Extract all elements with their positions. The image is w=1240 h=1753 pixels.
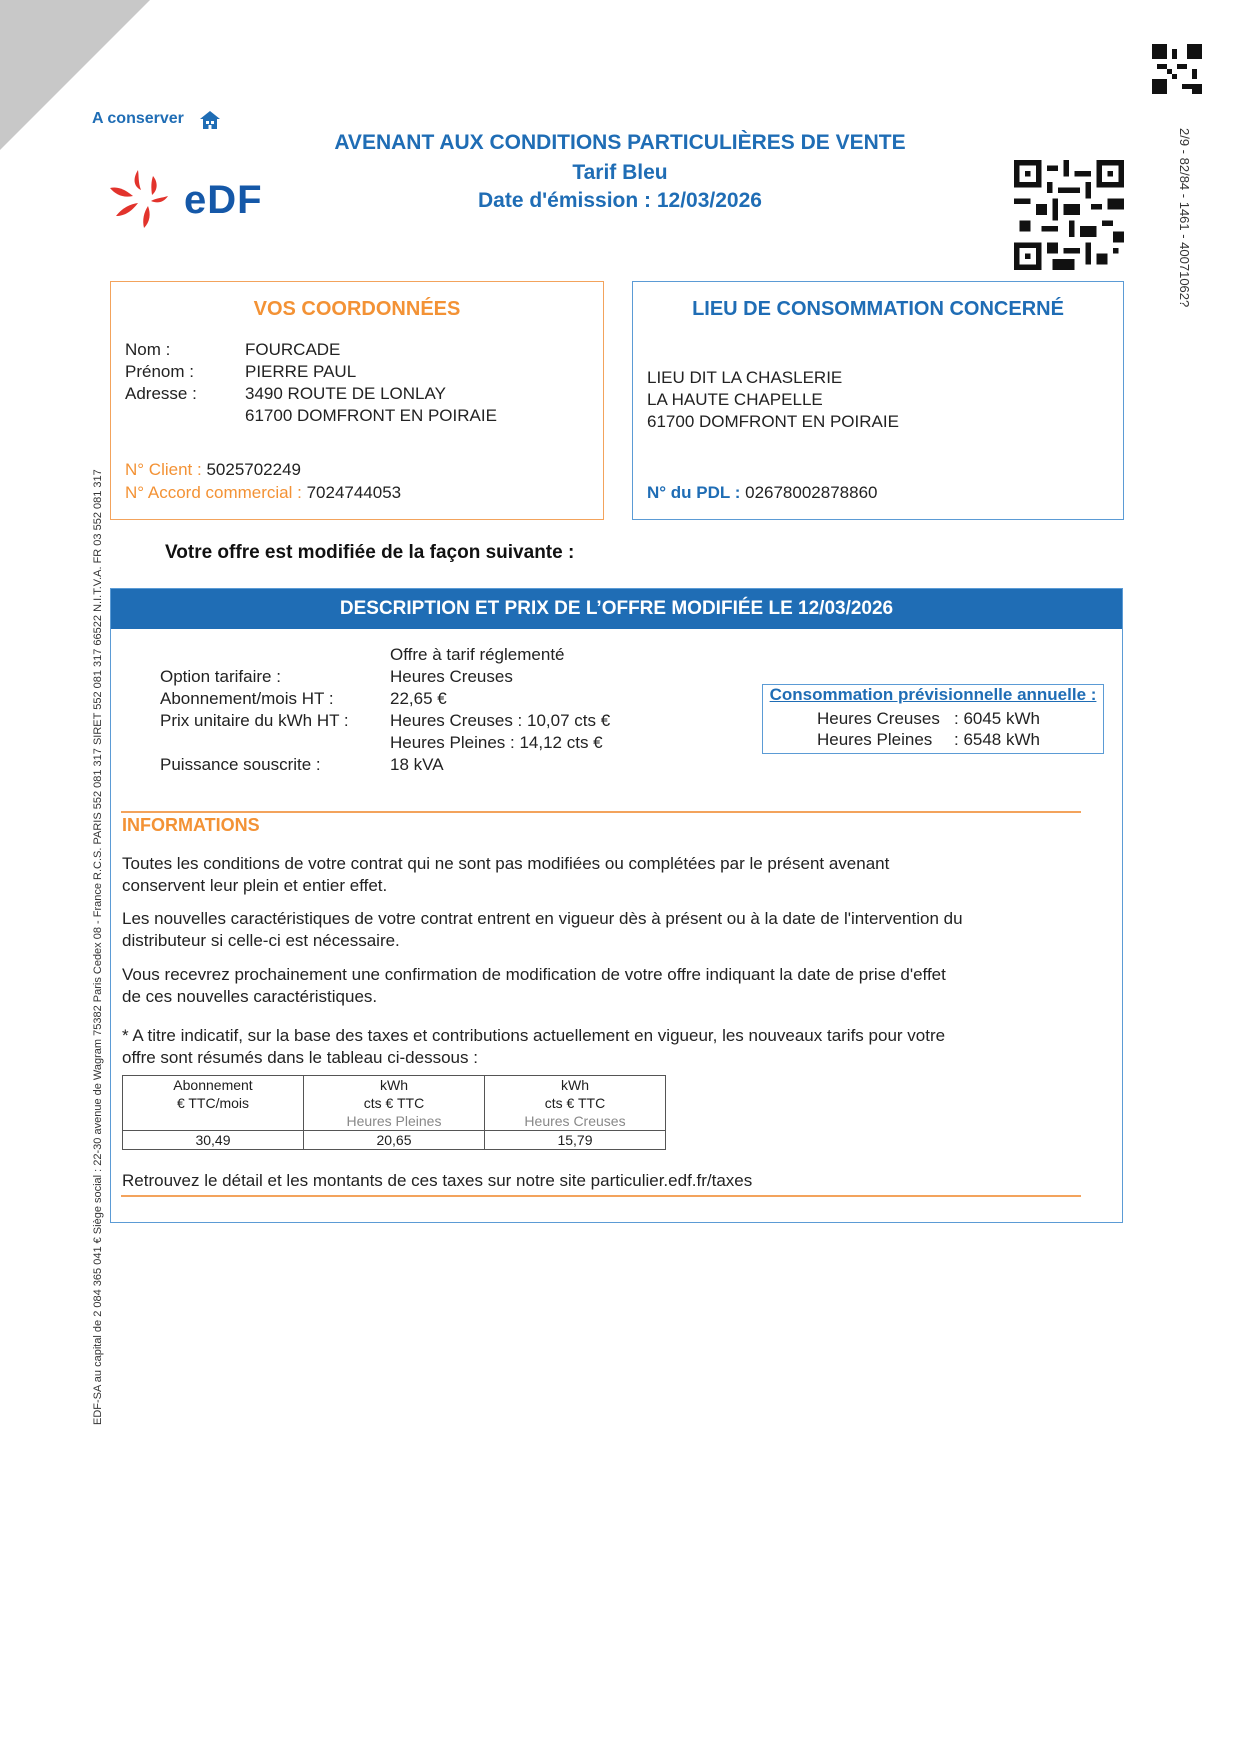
annual-consumption-box xyxy=(762,684,1104,754)
table-header-cell xyxy=(304,1076,485,1131)
prenom-label: Prénom : xyxy=(125,362,194,381)
divider xyxy=(121,1195,1081,1197)
page-title: AVENANT AUX CONDITIONS PARTICULIÈRES DE VENTE xyxy=(334,131,906,154)
brand-name: eDF xyxy=(184,178,263,222)
adresse-label: Adresse : xyxy=(125,384,197,403)
customer-details-box xyxy=(110,281,604,520)
table-cell: 20,65 xyxy=(304,1131,485,1150)
header-text: kWh xyxy=(561,1077,589,1093)
table-cell: 30,49 xyxy=(123,1131,304,1150)
info-line: Toutes les conditions de votre contrat qui ne sont pas modifiées ou complétées par le présent avenant xyxy=(122,854,890,873)
site-line-2: LA HAUTE CHAPELLE xyxy=(647,390,823,409)
adresse-line-2: 61700 DOMFRONT EN POIRAIE xyxy=(245,406,497,425)
consumption-site-heading: LIEU DE CONSOMMATION CONCERNÉ xyxy=(692,298,1064,320)
client-number-label: N° Client : xyxy=(125,460,202,479)
option-value: Heures Creuses xyxy=(390,667,513,686)
table-cell: 15,79 xyxy=(485,1131,666,1150)
qr-code-icon xyxy=(1152,44,1202,94)
prix-hp: Heures Pleines : 14,12 cts € xyxy=(390,733,603,752)
keep-label: A conserver xyxy=(92,110,184,127)
informations-heading: INFORMATIONS xyxy=(122,815,260,835)
customer-details-heading: VOS COORDONNÉES xyxy=(253,298,461,320)
abonnement-label: Abonnement/mois HT : xyxy=(160,689,334,708)
conso-hc-value: : 6045 kWh xyxy=(954,709,1040,728)
adresse-line-1: 3490 ROUTE DE LONLAY xyxy=(245,384,446,403)
info-line: offre sont résumés dans le tableau ci-dessous : xyxy=(122,1048,478,1067)
option-label: Option tarifaire : xyxy=(160,667,281,686)
prix-label: Prix unitaire du kWh HT : xyxy=(160,711,349,730)
header-text: € TTC/mois xyxy=(176,1095,250,1111)
table-header-cell xyxy=(485,1076,666,1131)
info-line: distributeur si celle-ci est nécessaire. xyxy=(122,931,400,950)
header-text: cts € TTC xyxy=(363,1095,425,1111)
puissance-label: Puissance souscrite : xyxy=(160,755,321,774)
conso-hc-label: Heures Creuses xyxy=(817,709,940,728)
divider xyxy=(121,811,1081,813)
table-row xyxy=(123,1131,666,1150)
prenom-value: PIERRE PAUL xyxy=(245,362,357,381)
abonnement-value: 22,65 € xyxy=(390,689,447,708)
header-text: cts € TTC xyxy=(544,1095,606,1111)
page-subtitle: Tarif Bleu xyxy=(572,161,668,184)
intro-text: Votre offre est modifiée de la façon suivante : xyxy=(165,542,575,563)
issue-date: Date d'émission : 12/03/2026 xyxy=(478,189,762,212)
conso-hp-label: Heures Pleines xyxy=(817,730,933,749)
qr-code-icon xyxy=(1014,160,1124,270)
info-paragraph-4 xyxy=(122,1025,1082,1069)
info-line: de ces nouvelles caractéristiques. xyxy=(122,987,378,1006)
table-row xyxy=(123,1076,666,1131)
tariffs-table xyxy=(122,1075,666,1150)
info-paragraph-3 xyxy=(122,964,1082,1008)
accord-number-label: N° Accord commercial : xyxy=(125,483,302,502)
header-text: kWh xyxy=(380,1077,408,1093)
conso-hp-value: : 6548 kWh xyxy=(954,730,1040,749)
accord-number: 7024744053 xyxy=(306,483,402,502)
table-header-cell xyxy=(123,1076,304,1131)
info-paragraph-1 xyxy=(122,853,1082,897)
taxes-footer: Retrouvez le détail et les montants de ces taxes sur notre site particulier.edf.fr/taxes xyxy=(122,1171,753,1190)
nom-label: Nom : xyxy=(125,340,171,359)
client-number: 5025702249 xyxy=(206,460,301,479)
reference-code: 2/9 - 82/84 - 1461 - 40071062? xyxy=(1177,128,1192,308)
header-text: Heures Pleines xyxy=(346,1113,442,1129)
info-line: Les nouvelles caractéristiques de votre contrat entrent en vigueur dès à présent ou à la date de l'intervention du xyxy=(122,909,963,928)
consumption-site-box xyxy=(632,281,1124,520)
prix-hc: Heures Creuses : 10,07 cts € xyxy=(390,711,611,730)
offer-type: Offre à tarif réglementé xyxy=(390,645,565,664)
legal-mention: EDF-SA au capital de 2 084 365 041 € Siège social : 22-30 avenue de Wagram 75382 Paris Cedex 08 - France R.C.S. PARIS 552 081 317 SIRET 552 081 317 66522 N.I.T.V.A. FR 03 552 081 317 xyxy=(92,469,104,1425)
edf-logo-icon xyxy=(108,168,184,230)
site-line-1: LIEU DIT LA CHASLERIE xyxy=(647,368,843,387)
offer-heading: DESCRIPTION ET PRIX DE L’OFFRE MODIFIÉE LE 12/03/2026 xyxy=(111,589,1122,629)
site-line-3: 61700 DOMFRONT EN POIRAIE xyxy=(647,412,899,431)
info-line: * A titre indicatif, sur la base des taxes et contributions actuellement en vigueur, les nouveaux tarifs pour votre xyxy=(122,1026,946,1045)
info-paragraph-2 xyxy=(122,908,1082,952)
info-line: conservent leur plein et entier effet. xyxy=(122,876,388,895)
annual-consumption-title: Consommation prévisionnelle annuelle : xyxy=(769,685,1097,704)
info-line: Vous recevrez prochainement une confirmation de modification de votre offre indiquant la date de prise d'effet xyxy=(122,965,946,984)
pdl-number: 02678002878860 xyxy=(745,483,878,502)
header-text: Heures Creuses xyxy=(524,1113,626,1129)
house-icon xyxy=(198,108,222,132)
pdl-label: N° du PDL : xyxy=(647,483,741,502)
puissance-value: 18 kVA xyxy=(390,755,444,774)
nom-value: FOURCADE xyxy=(245,340,341,359)
header-text: Abonnement xyxy=(173,1077,253,1093)
